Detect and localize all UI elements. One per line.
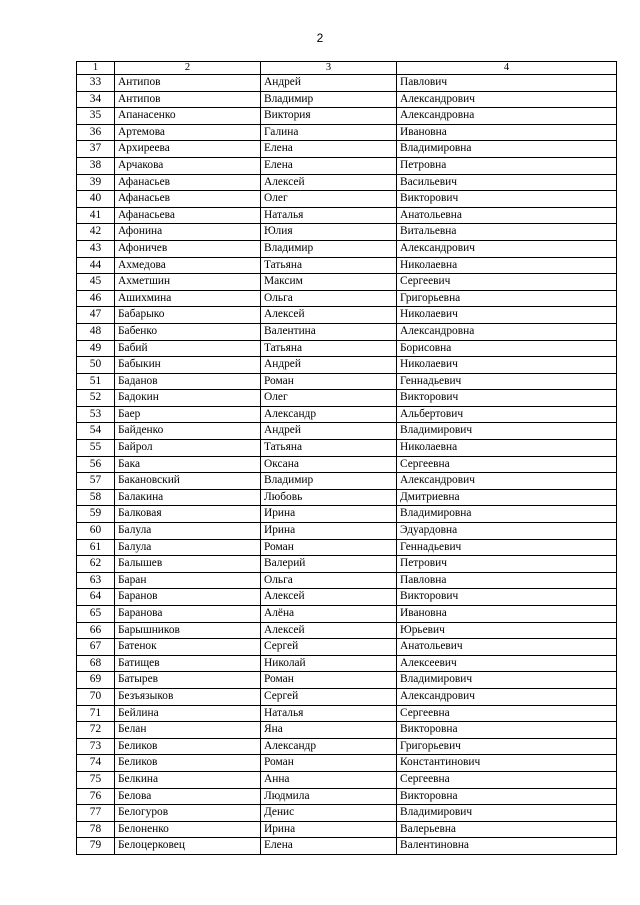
table-row bbox=[77, 157, 617, 174]
name-cell: Елена bbox=[261, 141, 397, 158]
row-number: 46 bbox=[77, 290, 115, 307]
table-row bbox=[77, 539, 617, 556]
name-cell: Наталья bbox=[261, 207, 397, 224]
surname-cell: Баданов bbox=[115, 373, 261, 390]
surname-cell: Бабыкин bbox=[115, 357, 261, 374]
row-number: 49 bbox=[77, 340, 115, 357]
table-row bbox=[77, 75, 617, 92]
patronymic-cell: Ивановна bbox=[397, 124, 617, 141]
surname-cell: Белоненко bbox=[115, 821, 261, 838]
patronymic-cell: Александровна bbox=[397, 323, 617, 340]
name-cell: Алексей bbox=[261, 307, 397, 324]
surname-cell: Бабарыко bbox=[115, 307, 261, 324]
surname-cell: Барышников bbox=[115, 622, 261, 639]
table-row bbox=[77, 788, 617, 805]
patronymic-cell: Валерьевна bbox=[397, 821, 617, 838]
row-number: 54 bbox=[77, 423, 115, 440]
name-cell: Ольга bbox=[261, 572, 397, 589]
surname-cell: Белова bbox=[115, 788, 261, 805]
surname-cell: Беликов bbox=[115, 738, 261, 755]
name-cell: Татьяна bbox=[261, 340, 397, 357]
surname-cell: Баранова bbox=[115, 606, 261, 623]
table-row bbox=[77, 224, 617, 241]
patronymic-cell: Викторовна bbox=[397, 722, 617, 739]
row-number: 34 bbox=[77, 91, 115, 108]
row-number: 68 bbox=[77, 655, 115, 672]
table-row bbox=[77, 406, 617, 423]
name-cell: Яна bbox=[261, 722, 397, 739]
surname-cell: Афанасьев bbox=[115, 191, 261, 208]
surname-cell: Беликов bbox=[115, 755, 261, 772]
table-row bbox=[77, 191, 617, 208]
table-row bbox=[77, 755, 617, 772]
row-number: 76 bbox=[77, 788, 115, 805]
name-cell: Ольга bbox=[261, 290, 397, 307]
surname-cell: Ахмедова bbox=[115, 257, 261, 274]
patronymic-cell: Владимировна bbox=[397, 506, 617, 523]
patronymic-cell: Викторович bbox=[397, 390, 617, 407]
name-cell: Людмила bbox=[261, 788, 397, 805]
row-number: 40 bbox=[77, 191, 115, 208]
patronymic-cell: Борисовна bbox=[397, 340, 617, 357]
table-row bbox=[77, 357, 617, 374]
patronymic-cell: Владимирович bbox=[397, 805, 617, 822]
surname-cell: Белоцерковец bbox=[115, 838, 261, 855]
patronymic-cell: Васильевич bbox=[397, 174, 617, 191]
surname-cell: Байденко bbox=[115, 423, 261, 440]
table-row bbox=[77, 274, 617, 291]
row-number: 69 bbox=[77, 672, 115, 689]
row-number: 37 bbox=[77, 141, 115, 158]
row-number: 53 bbox=[77, 406, 115, 423]
table-row bbox=[77, 456, 617, 473]
surname-cell: Архиреева bbox=[115, 141, 261, 158]
surname-cell: Баер bbox=[115, 406, 261, 423]
table-row bbox=[77, 805, 617, 822]
row-number: 58 bbox=[77, 489, 115, 506]
row-number: 47 bbox=[77, 307, 115, 324]
row-number: 52 bbox=[77, 390, 115, 407]
surname-cell: Афанасьева bbox=[115, 207, 261, 224]
patronymic-cell: Григорьевич bbox=[397, 738, 617, 755]
patronymic-cell: Витальевна bbox=[397, 224, 617, 241]
patronymic-cell: Александрович bbox=[397, 240, 617, 257]
patronymic-cell: Петровна bbox=[397, 157, 617, 174]
patronymic-cell: Геннадьевич bbox=[397, 539, 617, 556]
table-row bbox=[77, 489, 617, 506]
patronymic-cell: Александрович bbox=[397, 473, 617, 490]
patronymic-cell: Николаевна bbox=[397, 440, 617, 457]
row-number: 50 bbox=[77, 357, 115, 374]
table-row bbox=[77, 556, 617, 573]
name-cell: Валерий bbox=[261, 556, 397, 573]
name-cell: Оксана bbox=[261, 456, 397, 473]
table-row bbox=[77, 307, 617, 324]
row-number: 45 bbox=[77, 274, 115, 291]
patronymic-cell: Викторович bbox=[397, 589, 617, 606]
name-cell: Александр bbox=[261, 406, 397, 423]
patronymic-cell: Валентиновна bbox=[397, 838, 617, 855]
name-cell: Валентина bbox=[261, 323, 397, 340]
patronymic-cell: Геннадьевич bbox=[397, 373, 617, 390]
row-number: 77 bbox=[77, 805, 115, 822]
patronymic-cell: Александрович bbox=[397, 91, 617, 108]
surname-cell: Афанасьев bbox=[115, 174, 261, 191]
table-row bbox=[77, 373, 617, 390]
patronymic-cell: Дмитриевна bbox=[397, 489, 617, 506]
table-row bbox=[77, 523, 617, 540]
patronymic-cell: Ивановна bbox=[397, 606, 617, 623]
name-cell: Алёна bbox=[261, 606, 397, 623]
row-number: 51 bbox=[77, 373, 115, 390]
row-number: 65 bbox=[77, 606, 115, 623]
table-row bbox=[77, 108, 617, 125]
surname-cell: Бакановский bbox=[115, 473, 261, 490]
table-row bbox=[77, 141, 617, 158]
table-row bbox=[77, 174, 617, 191]
row-number: 43 bbox=[77, 240, 115, 257]
name-cell: Максим bbox=[261, 274, 397, 291]
column-header-patronymic: 4 bbox=[397, 62, 617, 75]
patronymic-cell: Павлович bbox=[397, 75, 617, 92]
name-cell: Анна bbox=[261, 771, 397, 788]
patronymic-cell: Юрьевич bbox=[397, 622, 617, 639]
column-header-number: 1 bbox=[77, 62, 115, 75]
row-number: 75 bbox=[77, 771, 115, 788]
surname-cell: Балула bbox=[115, 523, 261, 540]
surname-cell: Артемова bbox=[115, 124, 261, 141]
row-number: 39 bbox=[77, 174, 115, 191]
table-row bbox=[77, 323, 617, 340]
name-cell: Николай bbox=[261, 655, 397, 672]
patronymic-cell: Константинович bbox=[397, 755, 617, 772]
patronymic-cell: Николаевич bbox=[397, 357, 617, 374]
patronymic-cell: Сергеевна bbox=[397, 705, 617, 722]
column-header-surname: 2 bbox=[115, 62, 261, 75]
patronymic-cell: Викторовна bbox=[397, 788, 617, 805]
surname-cell: Ахметшин bbox=[115, 274, 261, 291]
name-cell: Сергей bbox=[261, 639, 397, 656]
row-number: 44 bbox=[77, 257, 115, 274]
patronymic-cell: Петрович bbox=[397, 556, 617, 573]
table-row bbox=[77, 688, 617, 705]
patronymic-cell: Владимирович bbox=[397, 672, 617, 689]
surname-cell: Бабий bbox=[115, 340, 261, 357]
patronymic-cell: Владимировна bbox=[397, 141, 617, 158]
surname-cell: Балышев bbox=[115, 556, 261, 573]
row-number: 36 bbox=[77, 124, 115, 141]
table-row bbox=[77, 290, 617, 307]
table-row bbox=[77, 738, 617, 755]
patronymic-cell: Александрович bbox=[397, 688, 617, 705]
row-number: 71 bbox=[77, 705, 115, 722]
row-number: 35 bbox=[77, 108, 115, 125]
page-number: 2 bbox=[316, 31, 324, 45]
surname-cell: Балула bbox=[115, 539, 261, 556]
table-row bbox=[77, 589, 617, 606]
surname-cell: Белкина bbox=[115, 771, 261, 788]
row-number: 62 bbox=[77, 556, 115, 573]
name-cell: Елена bbox=[261, 838, 397, 855]
name-cell: Роман bbox=[261, 672, 397, 689]
surname-cell: Антипов bbox=[115, 75, 261, 92]
row-number: 38 bbox=[77, 157, 115, 174]
row-number: 66 bbox=[77, 622, 115, 639]
table-row bbox=[77, 838, 617, 855]
surname-cell: Бака bbox=[115, 456, 261, 473]
table-row bbox=[77, 506, 617, 523]
patronymic-cell: Викторович bbox=[397, 191, 617, 208]
surname-cell: Баран bbox=[115, 572, 261, 589]
row-number: 61 bbox=[77, 539, 115, 556]
table-header-row bbox=[77, 62, 617, 75]
table-row bbox=[77, 572, 617, 589]
name-cell: Владимир bbox=[261, 91, 397, 108]
column-header-name: 3 bbox=[261, 62, 397, 75]
surname-cell: Бадокин bbox=[115, 390, 261, 407]
patronymic-cell: Анатольевна bbox=[397, 207, 617, 224]
patronymic-cell: Альбертович bbox=[397, 406, 617, 423]
table-row bbox=[77, 473, 617, 490]
table-row bbox=[77, 821, 617, 838]
name-cell: Роман bbox=[261, 755, 397, 772]
table-row bbox=[77, 440, 617, 457]
name-cell: Владимир bbox=[261, 473, 397, 490]
patronymic-cell: Сергеевна bbox=[397, 771, 617, 788]
table-row bbox=[77, 257, 617, 274]
patronymic-cell: Сергеевич bbox=[397, 274, 617, 291]
patronymic-cell: Анатольевич bbox=[397, 639, 617, 656]
table-row bbox=[77, 622, 617, 639]
row-number: 64 bbox=[77, 589, 115, 606]
surname-cell: Белогуров bbox=[115, 805, 261, 822]
row-number: 74 bbox=[77, 755, 115, 772]
surname-cell: Батырев bbox=[115, 672, 261, 689]
surname-cell: Белан bbox=[115, 722, 261, 739]
surname-cell: Балакина bbox=[115, 489, 261, 506]
name-cell: Татьяна bbox=[261, 440, 397, 457]
surname-cell: Баранов bbox=[115, 589, 261, 606]
surname-cell: Батенок bbox=[115, 639, 261, 656]
surname-cell: Арчакова bbox=[115, 157, 261, 174]
name-cell: Роман bbox=[261, 539, 397, 556]
surname-cell: Балковая bbox=[115, 506, 261, 523]
row-number: 72 bbox=[77, 722, 115, 739]
name-cell: Андрей bbox=[261, 423, 397, 440]
name-cell: Галина bbox=[261, 124, 397, 141]
row-number: 60 bbox=[77, 523, 115, 540]
name-cell: Алексей bbox=[261, 174, 397, 191]
patronymic-cell: Григорьевна bbox=[397, 290, 617, 307]
name-cell: Ирина bbox=[261, 506, 397, 523]
name-cell: Юлия bbox=[261, 224, 397, 241]
name-cell: Наталья bbox=[261, 705, 397, 722]
surname-cell: Антипов bbox=[115, 91, 261, 108]
patronymic-cell: Александровна bbox=[397, 108, 617, 125]
name-cell: Виктория bbox=[261, 108, 397, 125]
name-cell: Денис bbox=[261, 805, 397, 822]
row-number: 63 bbox=[77, 572, 115, 589]
table-row bbox=[77, 423, 617, 440]
names-table bbox=[76, 61, 617, 855]
patronymic-cell: Алексеевич bbox=[397, 655, 617, 672]
table-row bbox=[77, 91, 617, 108]
name-cell: Алексей bbox=[261, 622, 397, 639]
row-number: 42 bbox=[77, 224, 115, 241]
name-cell: Александр bbox=[261, 738, 397, 755]
row-number: 67 bbox=[77, 639, 115, 656]
surname-cell: Батищев bbox=[115, 655, 261, 672]
surname-cell: Байрол bbox=[115, 440, 261, 457]
row-number: 73 bbox=[77, 738, 115, 755]
name-cell: Сергей bbox=[261, 688, 397, 705]
surname-cell: Бабенко bbox=[115, 323, 261, 340]
name-cell: Олег bbox=[261, 191, 397, 208]
name-cell: Татьяна bbox=[261, 257, 397, 274]
table-row bbox=[77, 240, 617, 257]
row-number: 57 bbox=[77, 473, 115, 490]
patronymic-cell: Эдуардовна bbox=[397, 523, 617, 540]
table-row bbox=[77, 672, 617, 689]
name-cell: Ирина bbox=[261, 523, 397, 540]
patronymic-cell: Владимирович bbox=[397, 423, 617, 440]
surname-cell: Ашихмина bbox=[115, 290, 261, 307]
surname-cell: Афонина bbox=[115, 224, 261, 241]
name-cell: Андрей bbox=[261, 75, 397, 92]
table-row bbox=[77, 639, 617, 656]
patronymic-cell: Сергеевна bbox=[397, 456, 617, 473]
table-row bbox=[77, 124, 617, 141]
row-number: 33 bbox=[77, 75, 115, 92]
surname-cell: Безъязыков bbox=[115, 688, 261, 705]
name-cell: Алексей bbox=[261, 589, 397, 606]
table-row bbox=[77, 207, 617, 224]
table-row bbox=[77, 705, 617, 722]
row-number: 78 bbox=[77, 821, 115, 838]
name-cell: Роман bbox=[261, 373, 397, 390]
surname-cell: Афоничев bbox=[115, 240, 261, 257]
name-cell: Ирина bbox=[261, 821, 397, 838]
name-cell: Елена bbox=[261, 157, 397, 174]
row-number: 70 bbox=[77, 688, 115, 705]
name-cell: Андрей bbox=[261, 357, 397, 374]
surname-cell: Бейлина bbox=[115, 705, 261, 722]
row-number: 48 bbox=[77, 323, 115, 340]
patronymic-cell: Николаевна bbox=[397, 257, 617, 274]
name-cell: Любовь bbox=[261, 489, 397, 506]
row-number: 41 bbox=[77, 207, 115, 224]
row-number: 79 bbox=[77, 838, 115, 855]
table-row bbox=[77, 771, 617, 788]
patronymic-cell: Николаевич bbox=[397, 307, 617, 324]
name-cell: Олег bbox=[261, 390, 397, 407]
name-cell: Владимир bbox=[261, 240, 397, 257]
row-number: 56 bbox=[77, 456, 115, 473]
surname-cell: Апанасенко bbox=[115, 108, 261, 125]
table-row bbox=[77, 655, 617, 672]
row-number: 59 bbox=[77, 506, 115, 523]
patronymic-cell: Павловна bbox=[397, 572, 617, 589]
table-row bbox=[77, 722, 617, 739]
table-row bbox=[77, 340, 617, 357]
row-number: 55 bbox=[77, 440, 115, 457]
table-row bbox=[77, 390, 617, 407]
table-row bbox=[77, 606, 617, 623]
